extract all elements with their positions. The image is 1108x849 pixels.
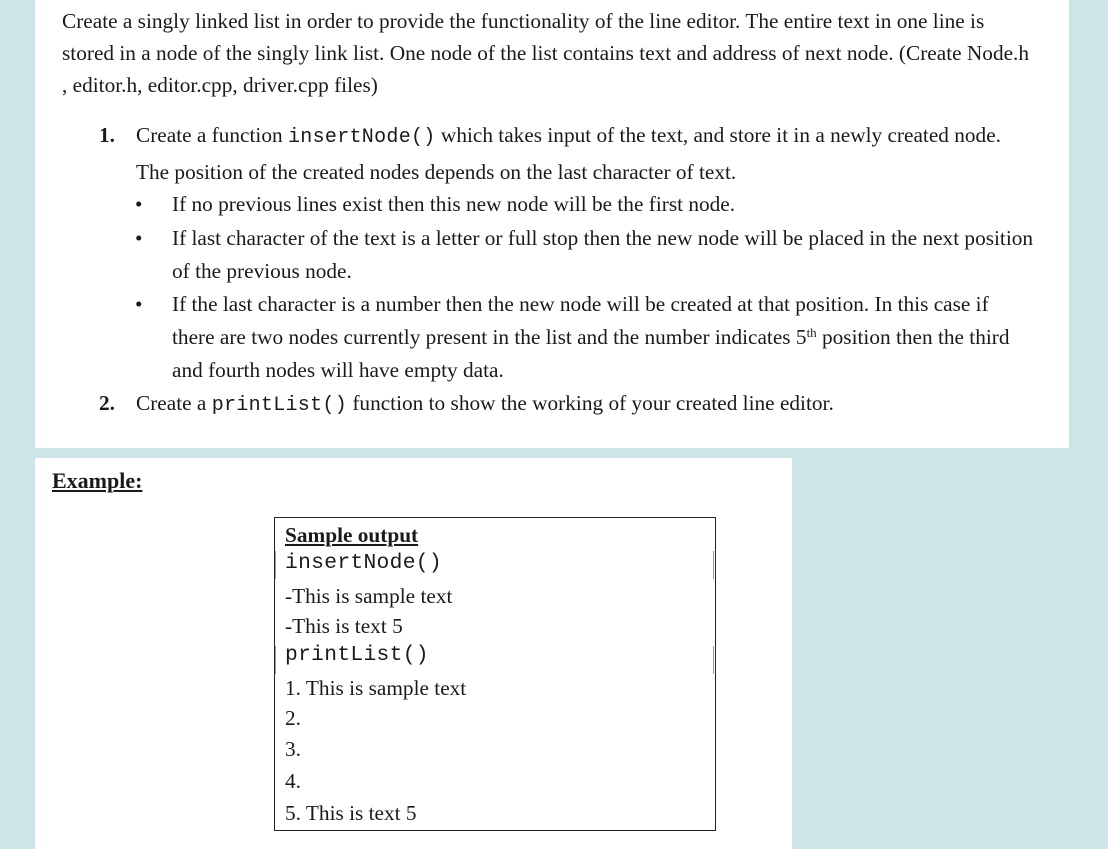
sample-line: 4.: [285, 769, 301, 793]
sample-line: 5. This is text 5: [285, 801, 417, 825]
task-number: 2.: [99, 391, 115, 415]
bullet-text: If the last character is a number then the new node will be created at that position. In this case if there are two nodes currently present in the list and the number indicates 5th position then the third and fourth nodes will have empty data.: [172, 292, 1010, 382]
divider: [275, 551, 276, 579]
divider: [713, 646, 714, 674]
bullet-text: If no previous lines exist then this new node will be the first node.: [172, 192, 736, 216]
task-text: Create a function insertNode() which takes input of the text, and store it in a newly created node. The position of the created nodes depends on the last character of text.: [136, 123, 1001, 184]
bullet-icon: •: [135, 226, 143, 250]
sample-line: printList(): [285, 643, 429, 667]
example-heading: Example:: [52, 468, 143, 493]
sample-line: 3.: [285, 737, 301, 761]
sample-line: 2.: [285, 706, 301, 730]
task-number: 1.: [99, 123, 115, 147]
sample-line: -This is text 5: [285, 614, 403, 638]
example-panel: [35, 458, 792, 849]
bullet-icon: •: [135, 292, 143, 316]
bullet-text: If last character of the text is a letter or full stop then the new node will be placed in the next position of the previous node.: [172, 226, 1034, 283]
divider: [275, 646, 276, 674]
bullet-icon: •: [135, 192, 143, 216]
sample-line: 1. This is sample text: [285, 676, 467, 700]
task-text: Create a printList() function to show the working of your created line editor.: [136, 391, 834, 417]
code-insertnode: insertNode(): [287, 126, 436, 149]
code-printlist: printList(): [211, 394, 348, 417]
sample-line: -This is sample text: [285, 584, 453, 608]
sample-line: insertNode(): [285, 551, 442, 575]
divider: [713, 551, 714, 579]
sample-output-box: [274, 517, 716, 831]
sample-output-title: Sample output: [285, 523, 419, 547]
assignment-description-panel: [35, 0, 1069, 448]
intro-paragraph: Create a singly linked list in order to provide the functionality of the line editor. The entire text in one line is stored in a node of the singly link list. One node of the list contains text and address of next node. (Create Node.h , editor.h, editor.cpp, driver.cpp files): [62, 9, 1030, 97]
